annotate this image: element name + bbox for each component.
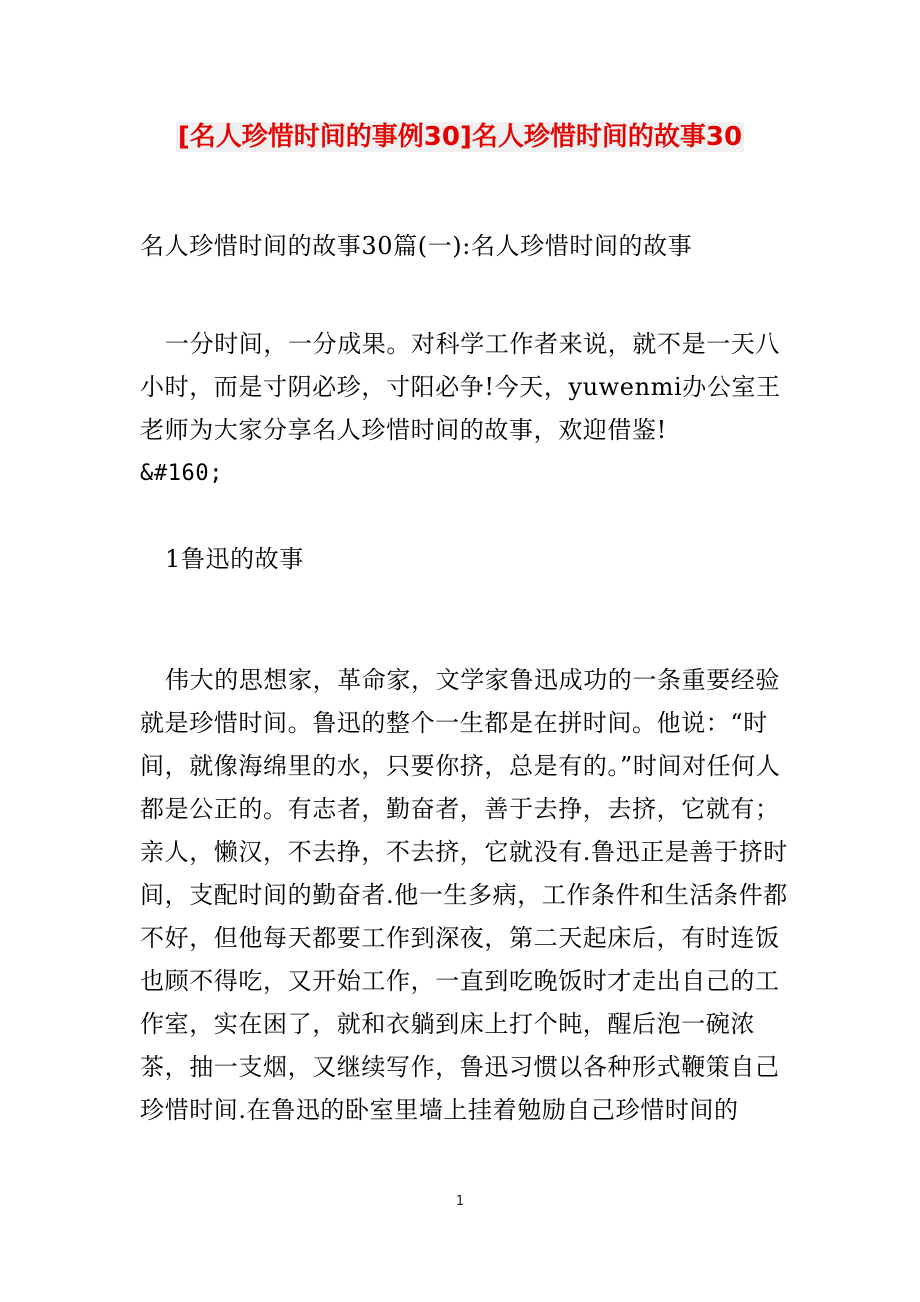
- page-number: 1: [455, 1194, 465, 1209]
- story-paragraph: 伟大的思想家，革命家，文学家鲁迅成功的一条重要经验就是珍惜时间。鲁迅的整个一生都是在拼时间。他说：“时间，就像海绵里的水，只要你挤，总是有的。”时间对任何人都是公正的。有志者，勤奋者，善于去挣，去挤，它就有；亲人，懒汉，不去挣，不去挤，它就没有.鲁迅正是善于挤时间，支配时间的勤奋者.他一生多病，工作条件和生活条件都不好，但他每天都要工作到深夜，第二天起床后，有时连饭也顾不得吃，又开始工作，一直到吃晚饭时才走出自己的工作室，实在困了，就和衣躺到床上打个盹，醒后泡一碗浓茶，抽一支烟，又继续写作，鲁迅习惯以各种形式鞭策自己珍惜时间.在鲁迅的卧室里墙上挂着勉励自己珍惜时间的: [140, 666, 788, 1124]
- section-heading: 1鲁迅的故事: [165, 545, 304, 573]
- document-title: [0, 118, 920, 156]
- document-title-text: [名人珍惜时间的事例30]名人珍惜时间的故事30: [177, 122, 743, 152]
- stray-entity-text: &#160;: [140, 461, 224, 486]
- intro-paragraph: 一分时间，一分成果。对科学工作者来说，就不是一天八小时，而是寸阴必珍，寸阳必争!今天，yuwenmi办公室王老师为大家分享名人珍惜时间的故事，欢迎借鉴!: [140, 330, 781, 444]
- document-subtitle: 名人珍惜时间的故事30篇(一):名人珍惜时间的故事: [140, 232, 693, 260]
